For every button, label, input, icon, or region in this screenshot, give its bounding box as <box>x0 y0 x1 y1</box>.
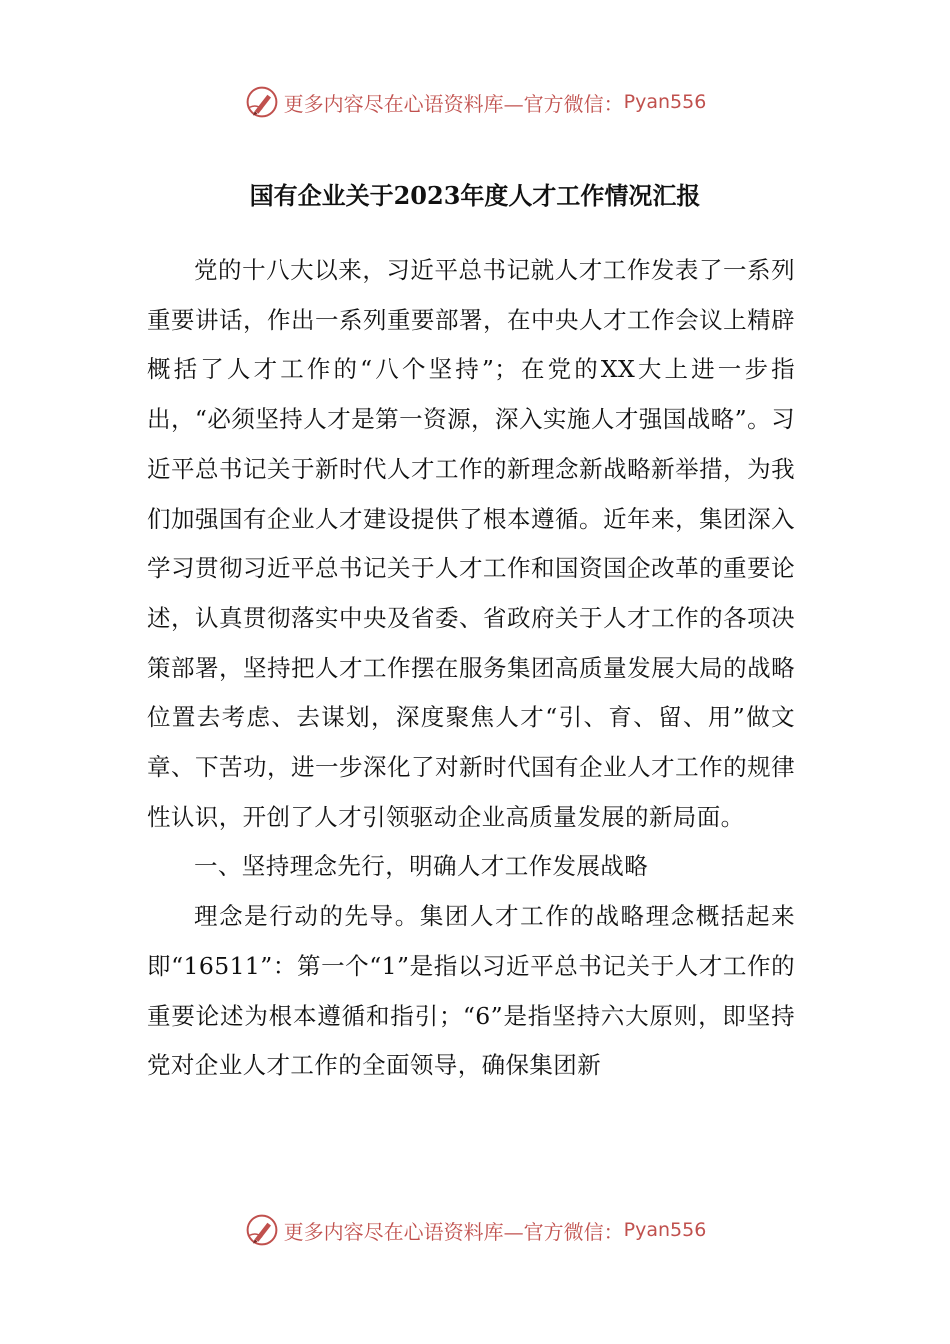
banner-wechat-id: Pyan556 <box>623 91 707 113</box>
header-watermark-banner <box>0 82 950 122</box>
banner-wechat-id: Pyan556 <box>623 1219 707 1241</box>
body-paragraph: 党的十八大以来，习近平总书记就人才工作发表了一系列重要讲话，作出一系列重要部署，在中央人才工作会议上精辟概括了人才工作的“八个坚持”；在党的XX大上进一步指出，“必须坚持人才是第一资源，深入实施人才强国战略”。习近平总书记关于新时代人才工作的新理念新战略新举措，为我们加强国有企业人才建设提供了根本遵循。近年来，集团深入学习贯彻习近平总书记关于人才工作和国资国企改革的重要论述，认真贯彻落实中央及省委、省政府关于人才工作的各项决策部署，坚持把人才工作摆在服务集团高质量发展大局的战略位置去考虑、去谋划，深度聚焦人才“引、育、留、用”做文章、下苦功，进一步深化了对新时代国有企业人才工作的规律性认识，开创了人才引领驱动企业高质量发展的新局面。 <box>147 256 795 831</box>
document-body <box>147 246 795 1091</box>
pen-logo-icon <box>244 84 280 120</box>
document-title: 国有企业关于2023年度人才工作情况汇报 <box>249 181 701 210</box>
body-paragraph: 理念是行动的先导。集团人才工作的战略理念概括起来即“16511”：第一个“1”是指以习近平总书记关于人才工作的重要论述为根本遵循和指引；“6”是指坚持六大原则，即坚持党对企业人才工作的全面领导，确保集团新 <box>147 902 795 1080</box>
section-heading: 一、坚持理念先行，明确人才工作发展战略 <box>194 852 649 881</box>
pen-logo-icon <box>244 1212 280 1248</box>
footer-watermark-banner <box>0 1210 950 1250</box>
banner-text: 更多内容尽在心语资料库—官方微信： <box>283 1219 624 1244</box>
banner-text: 更多内容尽在心语资料库—官方微信： <box>283 91 624 116</box>
